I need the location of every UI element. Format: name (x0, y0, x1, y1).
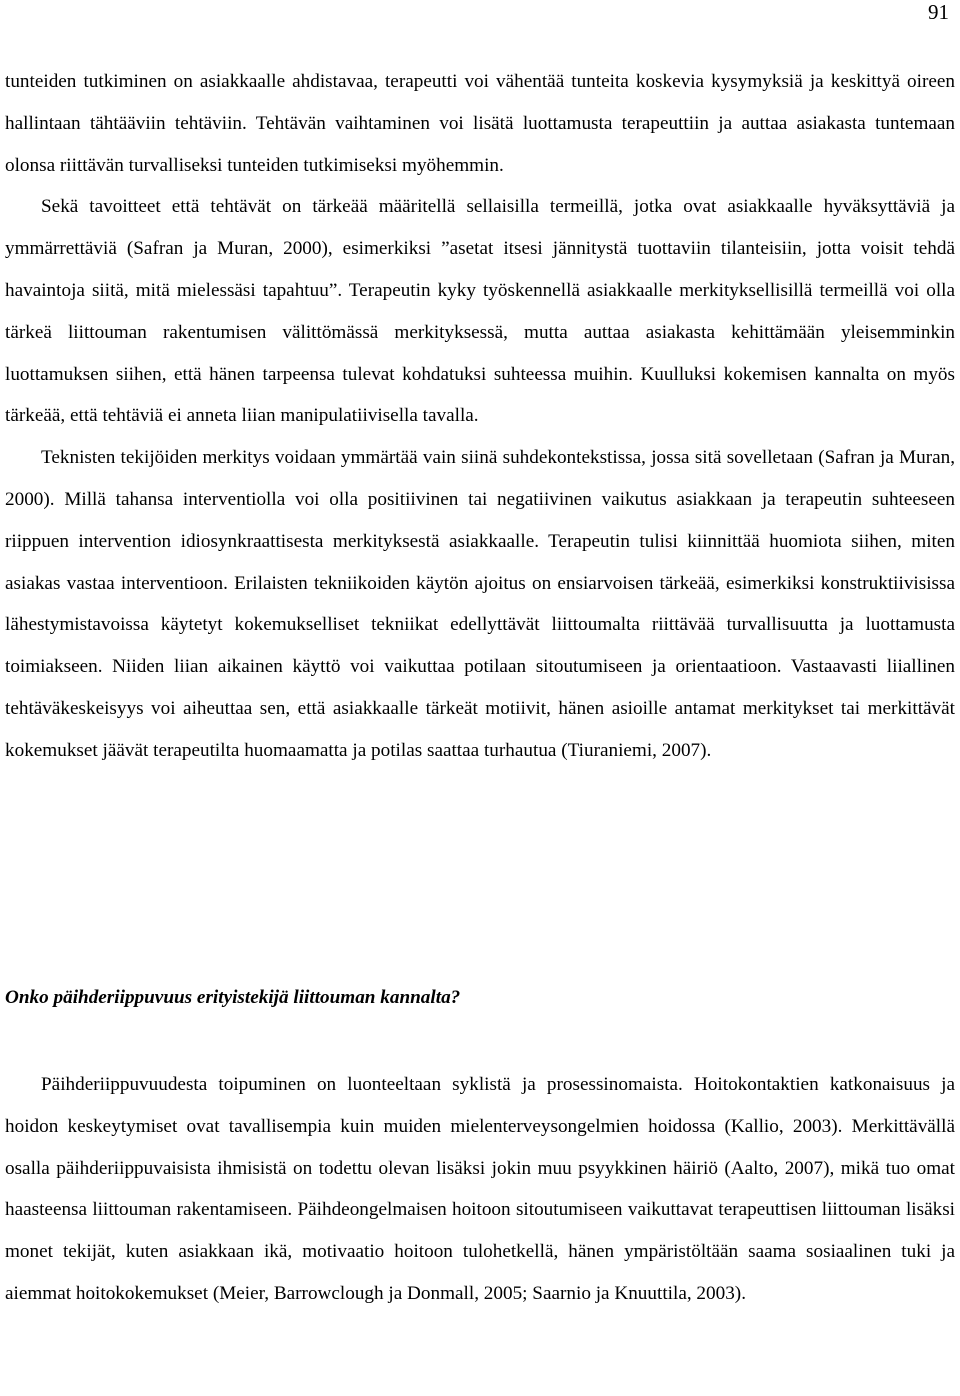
body-text-bottom (5, 1064, 955, 1315)
paragraph-goals-tasks: Sekä tavoitteet että tehtävät on tärkeää määritellä sellaisilla termeillä, jotka ovat asiakkaalle hyväksyttäviä ja ymmärrettäviä (Safran ja Muran, 2000), esimerkiksi ”asetat itsesi jännitystä tuottaviin tilanteisiin, jotta voisit tehdä havaintoja siitä, mitä mielessäsi tapahtuu”. Terapeutin kyky työskennellä asiakkaalle merkityksellisillä termeillä voi olla tärkeä liittouman rakentumisen välittömässä merkityksessä, mutta auttaa asiakasta kehittämään yleisemminkin luottamuksen siihen, että hänen tarpeensa tulevat kohdatuksi suhteessa muihin. Kuulluksi kokemisen kannalta on myös tärkeää, että tehtäviä ei anneta liian manipulatiivisella tavalla. (5, 196, 955, 427)
body-text-top (5, 61, 955, 772)
section-heading-block (5, 986, 955, 1010)
paragraph-technical-factors: Teknisten tekijöiden merkitys voidaan ymmärtää vain siinä suhdekontekstissa, jossa sitä sovelletaan (Safran ja Muran, 2000). Millä tahansa interventiolla voi olla positiivinen tai negatiivinen vaikutus asiakkaan ja terapeutin suhteeseen riippuen intervention idiosynkraattisesta merkityksestä asiakkaalle. Terapeutin tulisi kiinnittää huomiota siihen, miten asiakas vastaa interventioon. Erilaisten tekniikoiden käytön ajoitus on ensiarvoisen tärkeää, esimerkiksi konstruktiivisissa lähestymistavoissa käytetyt kokemukselliset tekniikat edellyttävät liittoumalta riittävää turvallisuutta ja luottamusta toimiakseen. Niiden liian aikainen käyttö voi vaikuttaa potilaan sitoutumiseen ja orientaatioon. Vastaavasti liiallinen tehtäväkeskeisyys voi aiheuttaa sen, että asiakkaalle tärkeät motiivit, hänen asioille antamat merkitykset tai merkittävät kokemukset jäävät terapeutilta huomaamatta ja potilas saattaa turhautua (Tiuraniemi, 2007). (5, 447, 955, 761)
section-heading: Onko päihderiippuvuus erityistekijä liittouman kannalta? (5, 987, 461, 1008)
paragraph-continuation: tunteiden tutkiminen on asiakkaalle ahdistavaa, terapeutti voi vähentää tunteita koskevia kysymyksiä ja keskittyä oireen hallintaan tähtääviin tehtäviin. Tehtävän vaihtaminen voi lisätä luottamusta terapeuttiin ja auttaa asiakasta tuntemaan olonsa riittävän turvalliseksi tunteiden tutkimiseksi myöhemmin. (5, 71, 955, 176)
paragraph-substance-dependence: Päihderiippuvuudesta toipuminen on luonteeltaan syklistä ja prosessinomaista. Hoitokontaktien katkonaisuus ja hoidon keskeytymiset ovat tavallisempia kuin muiden mielenterveysongelmien hoidossa (Kallio, 2003). Merkittävällä osalla päihderiippuvaisista ihmisistä on todettu olevan lisäksi jokin muu psyykkinen häiriö (Aalto, 2007), mikä tuo omat haasteensa liittouman rakentamiseen. Päihdeongelmaisen hoitoon sitoutumiseen vaikuttavat terapeuttisen liittouman lisäksi monet tekijät, kuten asiakkaan ikä, motivaatio hoitoon tulohetkellä, hänen ympäristöltään saama sosiaalinen tuki ja aiemmat hoitokokemukset (Meier, Barrowclough ja Donmall, 2005; Saarnio ja Knuuttila, 2003). (5, 1074, 955, 1304)
page-number: 91 (928, 0, 949, 24)
